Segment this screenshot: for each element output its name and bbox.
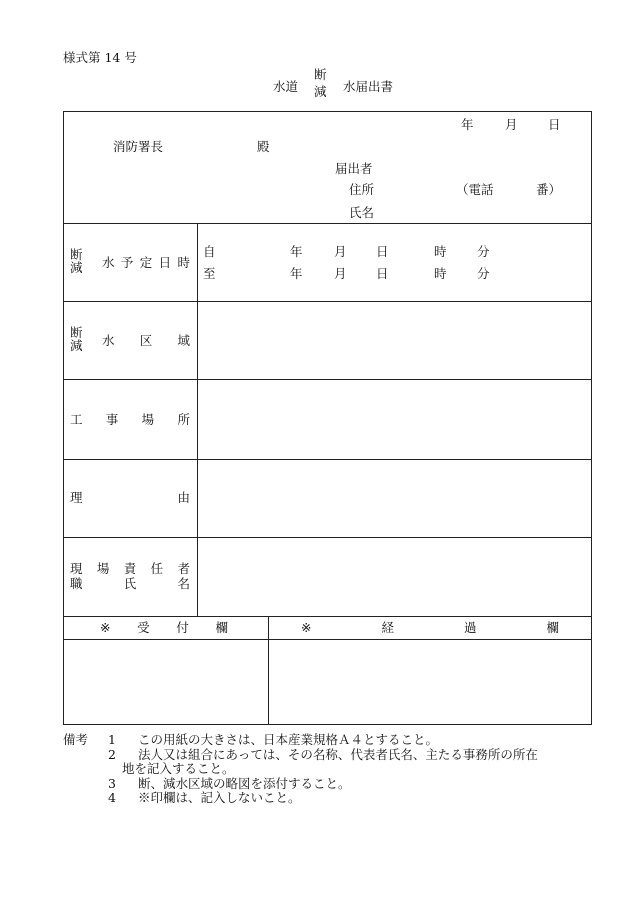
progress-field[interactable] (269, 640, 591, 724)
address-label: 住所 (349, 182, 375, 197)
form-title-alt-top: 断 (314, 67, 327, 82)
remarks (63, 733, 623, 806)
remarks-label: 備考 (63, 732, 89, 747)
name-label: 氏名 (349, 205, 375, 220)
remark-number: 3 (108, 775, 116, 791)
remark-text: 法人又は組合にあっては、その名称、代表者氏名、主たる事務所の所在 (138, 746, 538, 762)
remark-text: 断、減水区域の略図を添付すること。 (138, 775, 351, 791)
reception-field[interactable] (64, 640, 268, 724)
site-label: 工 事 場 所 (70, 412, 190, 427)
from-hour: 時 (434, 244, 447, 259)
to-minute: 分 (477, 266, 490, 281)
remark-text: ※印欄は、記入しないこと。 (138, 790, 301, 805)
honorific: 殿 (257, 139, 270, 154)
form-title-alt-bottom: 減 (314, 84, 327, 99)
manager-label-line1: 現 場 責 任 者 (70, 561, 190, 576)
phone-open: （電話 (456, 182, 494, 197)
area-prefix: 断 減 (70, 325, 83, 354)
addressee: 消防署長 (113, 139, 164, 154)
to-hour: 時 (434, 266, 447, 281)
remark-number: 1 (108, 732, 116, 747)
from-minute: 分 (477, 244, 490, 259)
form-title-suffix: 水届出書 (343, 79, 394, 94)
schedule-to: 至 (203, 266, 216, 281)
date-day: 日 (548, 117, 561, 132)
remark-number: 4 (108, 790, 116, 805)
schedule-prefix: 断 減 (70, 247, 83, 276)
reason-label: 理 由 (70, 490, 190, 505)
to-year: 年 (290, 266, 303, 281)
notification-form (63, 111, 592, 725)
form-title-prefix: 水道 (273, 79, 299, 94)
to-day: 日 (376, 266, 389, 281)
area-label: 水 区 域 (102, 333, 190, 348)
date-month: 月 (505, 117, 518, 132)
to-month: 月 (334, 266, 347, 281)
remark-text: この用紙の大きさは、日本産業規格Ａ４とすること。 (138, 732, 439, 747)
notifier-label: 届出者 (335, 161, 373, 176)
schedule-from: 自 (203, 244, 216, 259)
from-year: 年 (290, 244, 303, 259)
manager-label-line2: 職 氏 名 (70, 576, 190, 591)
date-year: 年 (461, 117, 474, 132)
remark-continuation: 地を記入すること。 (122, 761, 235, 776)
from-day: 日 (376, 244, 389, 259)
form-number: 様式第 14 号 (63, 50, 137, 65)
reception-header: ※ 受 付 欄 (100, 620, 228, 635)
phone-close: 番） (536, 182, 562, 197)
remark-number: 2 (108, 746, 116, 762)
from-month: 月 (334, 244, 347, 259)
progress-header: ※ 経 過 欄 (301, 620, 559, 635)
schedule-label: 水 予 定 日 時 (102, 255, 190, 270)
